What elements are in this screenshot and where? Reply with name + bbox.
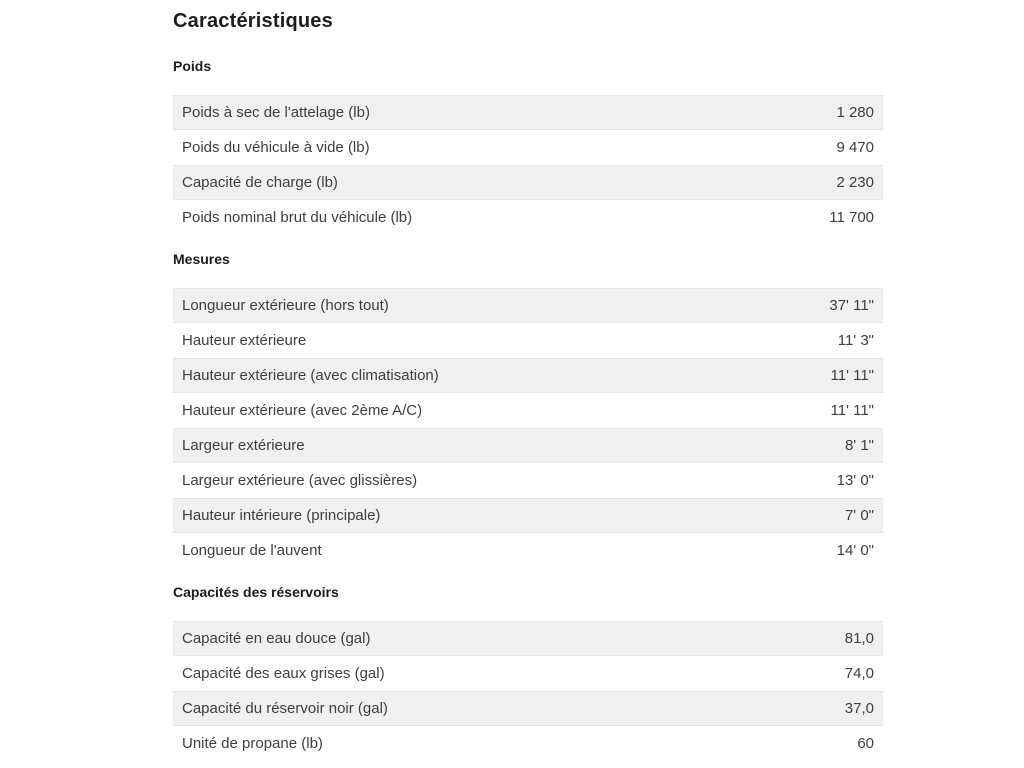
- spec-table-capacites: [173, 621, 883, 761]
- spec-value: 37,0: [844, 700, 874, 717]
- table-row: [173, 463, 883, 498]
- section-heading-poids: Poids: [173, 58, 212, 74]
- spec-value: 11 700: [829, 209, 874, 226]
- spec-value: 14' 0": [836, 542, 874, 559]
- table-row: [173, 428, 883, 463]
- spec-label: Largeur extérieure: [182, 437, 305, 454]
- spec-value: 11' 11": [830, 402, 874, 419]
- spec-label: Hauteur extérieure: [182, 332, 307, 349]
- spec-label: Hauteur extérieure (avec 2ème A/C): [182, 402, 423, 419]
- table-row: [173, 656, 883, 691]
- table-row: [173, 691, 883, 726]
- table-row: [173, 95, 883, 130]
- table-row: [173, 358, 883, 393]
- table-row: [173, 165, 883, 200]
- spec-value: 1 280: [836, 104, 874, 121]
- spec-value: 74,0: [844, 665, 874, 682]
- spec-value: 2 230: [836, 174, 874, 191]
- spec-label: Longueur extérieure (hors tout): [182, 297, 389, 314]
- spec-value: 11' 11": [830, 367, 874, 384]
- table-row: [173, 130, 883, 165]
- spec-label: Poids du véhicule à vide (lb): [182, 139, 370, 156]
- spec-label: Largeur extérieure (avec glissières): [182, 472, 418, 489]
- spec-label: Capacité du réservoir noir (gal): [182, 700, 388, 717]
- table-row: [173, 498, 883, 533]
- spec-label: Poids à sec de l'attelage (lb): [182, 104, 370, 121]
- spec-value: 9 470: [836, 139, 874, 156]
- spec-label: Unité de propane (lb): [182, 735, 323, 752]
- table-row: [173, 533, 883, 568]
- section-heading-capacites-reservoirs: Capacités des réservoirs: [173, 584, 339, 600]
- spec-value: 7' 0": [844, 507, 874, 524]
- spec-value: 81,0: [844, 630, 874, 647]
- spec-value: 37' 11": [829, 297, 874, 314]
- spec-table-mesures: [173, 288, 883, 568]
- spec-value: 60: [857, 735, 874, 752]
- spec-label: Hauteur extérieure (avec climatisation): [182, 367, 439, 384]
- spec-value: 13' 0": [836, 472, 874, 489]
- spec-label: Capacité de charge (lb): [182, 174, 338, 191]
- specifications-content: [173, 9, 883, 761]
- spec-value: 8' 1": [844, 437, 874, 454]
- spec-label: Longueur de l'auvent: [182, 542, 322, 559]
- spec-value: 11' 3": [837, 332, 874, 349]
- table-row: [173, 323, 883, 358]
- table-row: [173, 288, 883, 323]
- table-row: [173, 393, 883, 428]
- spec-label: Poids nominal brut du véhicule (lb): [182, 209, 413, 226]
- page-title: Caractéristiques: [173, 10, 333, 32]
- table-row: [173, 621, 883, 656]
- spec-label: Capacité des eaux grises (gal): [182, 665, 385, 682]
- spec-table-poids: [173, 95, 883, 235]
- section-heading-mesures: Mesures: [173, 251, 230, 267]
- table-row: [173, 200, 883, 235]
- spec-label: Capacité en eau douce (gal): [182, 630, 371, 647]
- table-row: [173, 726, 883, 761]
- spec-label: Hauteur intérieure (principale): [182, 507, 381, 524]
